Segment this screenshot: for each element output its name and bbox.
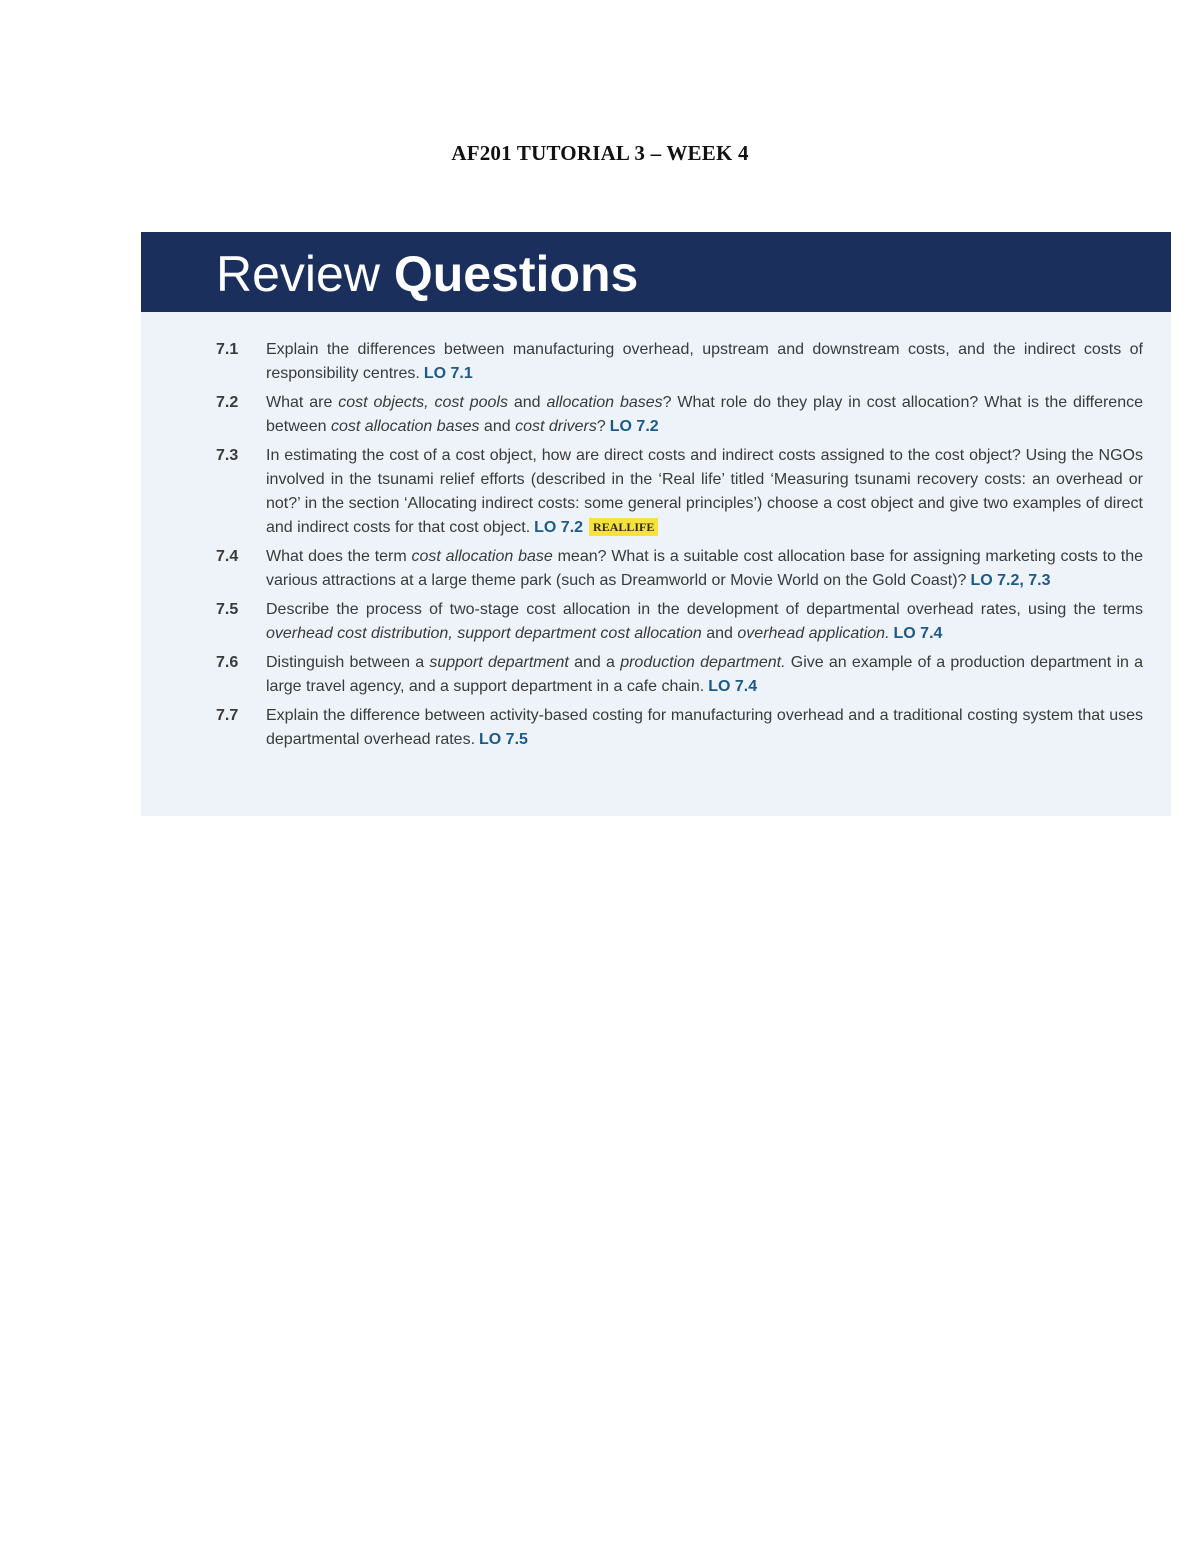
question-7-7 xyxy=(216,704,1143,752)
document-title: AF201 TUTORIAL 3 – WEEK 4 xyxy=(451,141,749,165)
review-questions-panel xyxy=(141,232,1171,816)
question-number: 7.1 xyxy=(216,341,239,358)
question-7-1 xyxy=(216,338,1143,386)
learning-objective: LO 7.1 xyxy=(423,365,473,382)
question-text: Describe the process of two-stage cost allocation in the development of departmental overhead rates, using the terms overhead cost distribution, support department cost allocation and overhead application. LO 7.4 xyxy=(266,601,1143,642)
question-text: What does the term cost allocation base mean? What is a suitable cost allocation base for assigning marketing costs to the various attractions at a large theme park (such as Dreamworld or Movie World on the Gold Coast)? LO 7.2, 7.3 xyxy=(266,548,1144,589)
review-questions-header xyxy=(141,232,1171,312)
learning-objective: LO 7.2 xyxy=(534,519,584,536)
question-7-2 xyxy=(216,391,1143,439)
question-number: 7.5 xyxy=(216,601,239,618)
question-number: 7.7 xyxy=(216,707,239,724)
question-7-3 xyxy=(216,444,1143,540)
heading-questions-word: Questions xyxy=(393,246,639,302)
reallife-badge: REALLIFE xyxy=(589,518,658,536)
question-number: 7.6 xyxy=(216,654,239,671)
question-text: In estimating the cost of a cost object, how are direct costs and indirect costs assigned to the cost object? Using the NGOs involved in the tsunami relief efforts (described in the ‘Real life’ titled ‘Measuring tsunami recovery costs: an overhead or not?’ in the section ‘Allocating indirect costs: some general principles’) choose a cost object and give two examples of direct and indirect costs for that cost object. LO 7.2 REALLIFE xyxy=(266,447,1143,536)
question-text: Explain the difference between activity-based costing for manufacturing overhead and a traditional costing system that uses departmental overhead rates. LO 7.5 xyxy=(266,707,1143,748)
question-7-5 xyxy=(216,598,1143,646)
question-number: 7.3 xyxy=(216,447,239,464)
learning-objective: LO 7.4 xyxy=(893,625,943,642)
learning-objective: LO 7.2, 7.3 xyxy=(970,572,1051,589)
question-7-4 xyxy=(216,545,1143,593)
question-text: Explain the differences between manufacturing overhead, upstream and downstream costs, and the indirect costs of responsibility centres. LO 7.1 xyxy=(266,341,1143,382)
question-number: 7.4 xyxy=(216,548,239,565)
question-list xyxy=(216,338,1143,757)
question-7-6 xyxy=(216,651,1143,699)
question-number: 7.2 xyxy=(216,394,239,411)
review-questions-heading xyxy=(216,244,638,304)
question-text: Distinguish between a support department and a production department. Give an example of a production department in a large travel agency, and a support department in a cafe chain. LO 7.4 xyxy=(266,654,1144,695)
learning-objective: LO 7.5 xyxy=(479,731,528,748)
heading-review-word: Review xyxy=(216,246,380,302)
learning-objective: LO 7.2 xyxy=(609,418,659,435)
learning-objective: LO 7.4 xyxy=(708,678,758,695)
question-text: What are cost objects, cost pools and allocation bases? What role do they play in cost allocation? What is the difference between cost allocation bases and cost drivers? LO 7.2 xyxy=(266,394,1143,435)
